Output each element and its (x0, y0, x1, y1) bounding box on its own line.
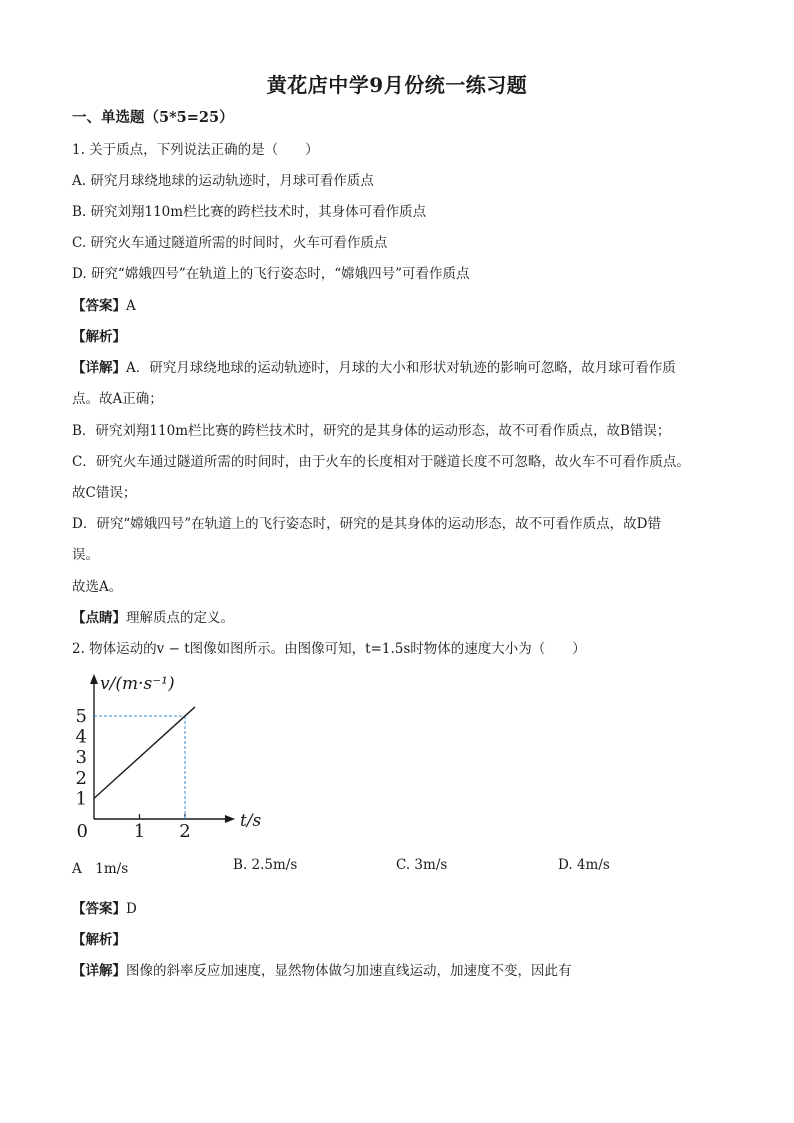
q1-detail-line: D．研究“嫦娥四号”在轨道上的飞行姿态时，研究的是其身体的运动形态，故不可看作质点，故D错 (72, 516, 661, 532)
q2-analysis-tag: 【解析】 (72, 932, 126, 948)
q2-detail-line (72, 961, 732, 981)
point-text: 理解质点的定义。 (126, 610, 234, 626)
y-axis-label: v/(m·s⁻¹) (100, 674, 175, 695)
answer-tag: 【答案】 (72, 298, 126, 314)
y-tick-label: 5 (75, 706, 87, 727)
x-axis-arrow (225, 815, 235, 823)
q2-stem: 2. 物体运动的v − t图像如图所示。由图像可知，t=1.5s时物体的速度大小为（ ） (72, 641, 586, 657)
q1-option-d: D. 研究“嫦娥四号”在轨道上的飞行姿态时，“嫦娥四号”可看作质点 (72, 266, 470, 282)
detail-text: 图像的斜率反应加速度，显然物体做匀加速直线运动，加速度不变，因此有 (126, 963, 572, 979)
answer-value: D (126, 901, 137, 917)
point-tag: 【点睛】 (72, 610, 126, 626)
page-title: 黄花店中学9月份统一练习题 (266, 73, 528, 97)
series-line (94, 707, 195, 798)
y-axis-arrow (90, 674, 98, 684)
q1-detail-line (72, 358, 732, 378)
q1-detail-line: 误。 (72, 547, 99, 563)
y-tick-label: 4 (75, 726, 87, 748)
x-tick-label: 1 (133, 821, 146, 840)
y-tick-label: 3 (75, 747, 87, 769)
vt-chart (60, 668, 280, 840)
detail-tag: 【详解】 (72, 360, 126, 376)
q1-analysis-tag: 【解析】 (72, 329, 126, 345)
q1-stem: 1. 关于质点，下列说法正确的是（ ） (72, 142, 319, 158)
q1-option-b: B. 研究刘翔110m栏比赛的跨栏技术时，其身体可看作质点 (72, 204, 427, 220)
q1-option-c: C. 研究火车通过隧道所需的时间时，火车可看作质点 (72, 235, 388, 251)
section-heading: 一、单选题（5*5=25） (72, 109, 234, 126)
answer-value: A (126, 298, 136, 314)
detail-text: A．研究月球绕地球的运动轨迹时，月球的大小和形状对轨迹的影响可忽略，故月球可看作质 (126, 360, 676, 376)
q1-detail-line: 点。故A正确； (72, 391, 163, 407)
q1-point (72, 608, 732, 628)
q2-option-b: B. 2.5m/s (233, 857, 298, 873)
q1-answer (72, 296, 732, 316)
q1-option-a: A. 研究月球绕地球的运动轨迹时，月球可看作质点 (72, 173, 374, 189)
origin-label: 0 (76, 821, 88, 840)
x-axis-label: t/s (239, 811, 262, 831)
q1-detail-line: C．研究火车通过隧道所需的时间时，由于火车的长度相对于隧道长度不可忽略，故火车不可看作质点。 (72, 454, 690, 470)
detail-tag: 【详解】 (72, 963, 126, 979)
q2-option-d: D. 4m/s (558, 857, 610, 873)
q2-answer (72, 899, 732, 919)
y-tick-label: 2 (75, 767, 87, 789)
q1-detail-line: 故选A。 (72, 579, 123, 595)
q1-detail-line: B．研究刘翔110m栏比赛的跨栏技术时，研究的是其身体的运动形态，故不可看作质点，故B错误； (72, 423, 671, 439)
q1-detail-line: 故C错误； (72, 485, 137, 501)
q2-option-c: C. 3m/s (396, 857, 448, 873)
q2-option-a: A 1m/s (72, 861, 129, 877)
y-tick-label: 1 (75, 788, 87, 810)
x-tick-label: 2 (179, 821, 191, 840)
answer-tag: 【答案】 (72, 901, 126, 917)
